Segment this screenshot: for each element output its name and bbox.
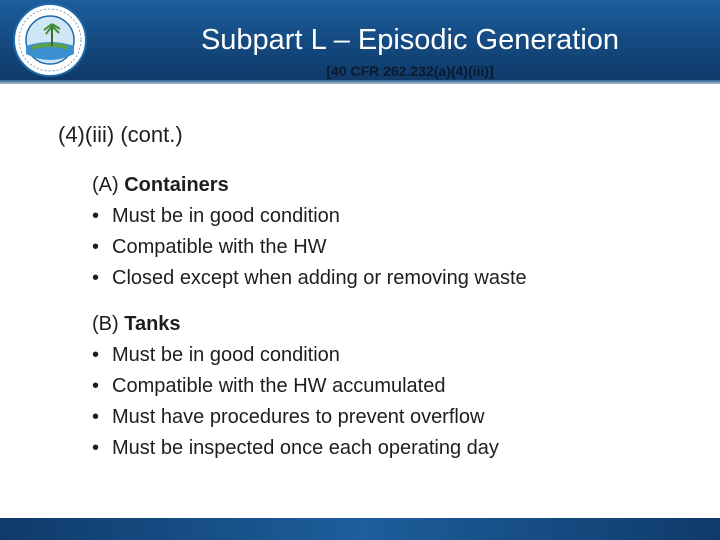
footer-bar <box>0 518 720 540</box>
bullet-item: • Closed except when adding or removing waste <box>92 263 527 294</box>
tanks-heading <box>92 309 499 340</box>
bullet-item: • Must be in good condition <box>92 201 527 232</box>
slide-title: Subpart L – Episodic Generation <box>200 24 620 56</box>
section-heading: (4)(iii) (cont.) <box>58 122 183 147</box>
tanks-prefix: (B) <box>92 313 119 335</box>
containers-prefix: (A) <box>92 174 119 196</box>
bullet-item: • Must be inspected once each operating day <box>92 433 499 464</box>
tanks-title: Tanks <box>124 313 181 335</box>
bullet-item: • Must have procedures to prevent overflow <box>92 402 499 433</box>
cfr-citation: [40 CFR 262.232(a)(4)(iii)] <box>326 63 494 79</box>
containers-title: Containers <box>124 174 229 196</box>
containers-heading <box>92 170 527 201</box>
header-divider <box>0 80 720 84</box>
tanks-section <box>92 309 499 464</box>
bullet-item: • Compatible with the HW accumulated <box>92 371 499 402</box>
header-bar <box>0 0 720 80</box>
bullet-item: • Compatible with the HW <box>92 232 527 263</box>
containers-section <box>92 170 527 294</box>
agency-seal-logo <box>12 2 88 78</box>
bullet-item: • Must be in good condition <box>92 340 499 371</box>
